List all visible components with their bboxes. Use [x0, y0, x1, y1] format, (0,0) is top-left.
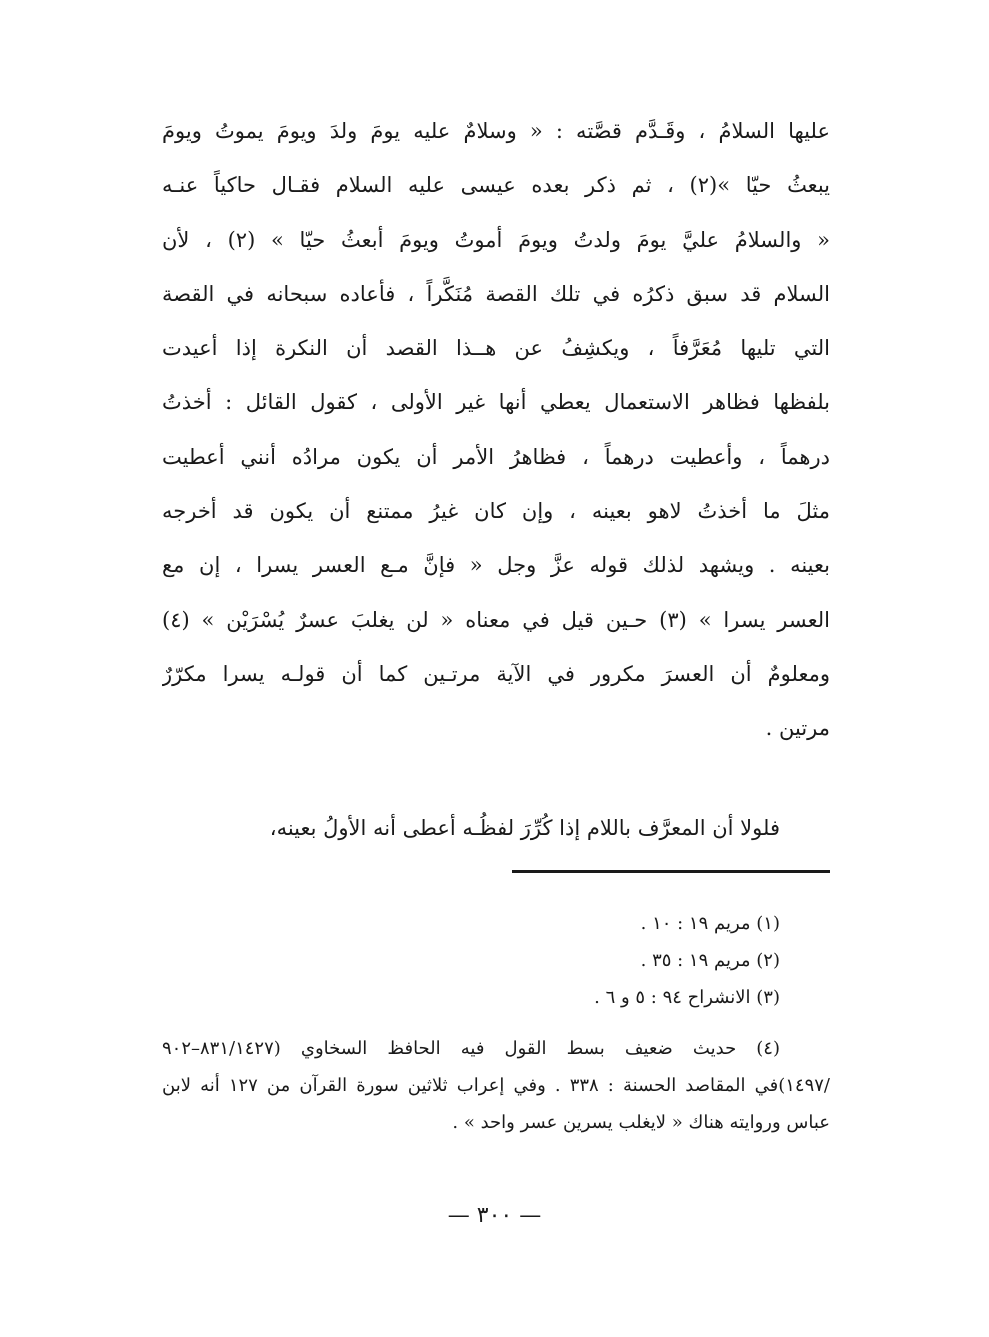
- text-line: مثلَ ما أخذتُ لاهو بعينه ، وإن كان غيرُ ممتنع أن يكون قد أخرجه: [162, 499, 830, 524]
- text-line: فلولا أن المعرَّف باللام إذا كُرِّرَ لفظُـه أعطى أنه الأولُ بعينه،: [269, 816, 780, 840]
- footnotes: [162, 905, 830, 1141]
- footnote-separator: [512, 870, 830, 873]
- footnote-3: (٣) الانشراح ٩٤ : ٥ و ٦ .: [594, 987, 780, 1008]
- text-line: يبعثُ حيّا »(٢) ، ثم ذكر بعده عيسى عليه السلام فقـال حاكياً عنـه: [162, 173, 830, 198]
- text-line: ومعلومٌ أن العسرَ مكرور في الآية مرتـين كما أن قولـه يسرا مكرّرٌ: [162, 661, 830, 686]
- second-paragraph: [162, 801, 830, 855]
- text-line: السلام قد سبق ذكرُه في تلك القصة مُنَكَّراً ، فأعاده سبحانه في القصة: [162, 281, 830, 306]
- footnote-4-line-2: /١٤٩٧)في المقاصد الحسنة : ٣٣٨ . وفي إعراب ثلاثين سورة القرآن من ١٢٧ أنه لابن: [162, 1075, 830, 1096]
- text-line: بعينه . ويشهد لذلك قوله عزَّ وجل « فإنَّ مـع العسر يسرا ، إن مع: [162, 553, 830, 578]
- main-paragraph: [162, 104, 830, 756]
- text-line: التي تليها مُعَرَّفاً ، ويكشِفُ عن هــذا القصد أن النكرة إذا أعيدت: [162, 336, 830, 361]
- page-number: — ٣٠٠ —: [447, 1203, 542, 1228]
- text-line: درهماً ، وأعطيت درهماً ، فظاهرُ الأمر أن يكون مرادُه أنني أعطيت: [162, 444, 830, 469]
- text-line: العسر يسرا » (٣) حـين قيل في معناه « لن يغلبَ عسرٌ يُسْرَيْن » (٤): [162, 607, 830, 632]
- text-line: عليها السلامُ ، وقَـدَّم قصَّته : « وسلامٌ عليه يومَ ولدَ ويومَ يموتُ ويومَ: [162, 119, 830, 143]
- text-line: بلفظها فظاهر الاستعمال يعطي أنها غير الأولى ، كقول القائل : أخذتُ: [162, 390, 830, 415]
- text-line: « والسلامُ عليَّ يومَ ولدتُ ويومَ أموتُ ويومَ أبعثُ حيّا » (٢) ، لأن: [162, 227, 830, 252]
- text-line: مرتين .: [765, 716, 830, 741]
- footnote-1: (١) مريم ١٩ : ١٠ .: [640, 913, 780, 934]
- footnote-2: (٢) مريم ١٩ : ٣٥ .: [640, 950, 780, 971]
- footnote-4-line-1: (٤) حديث ضعيف بسط القول فيه الحافظ السخاوي (٨٣١/١٤٢٧–٩٠٢: [162, 1038, 780, 1059]
- footnote-4-line-3: عباس وروايته هناك « لايغلب يسرين عسر واحد » .: [452, 1112, 830, 1133]
